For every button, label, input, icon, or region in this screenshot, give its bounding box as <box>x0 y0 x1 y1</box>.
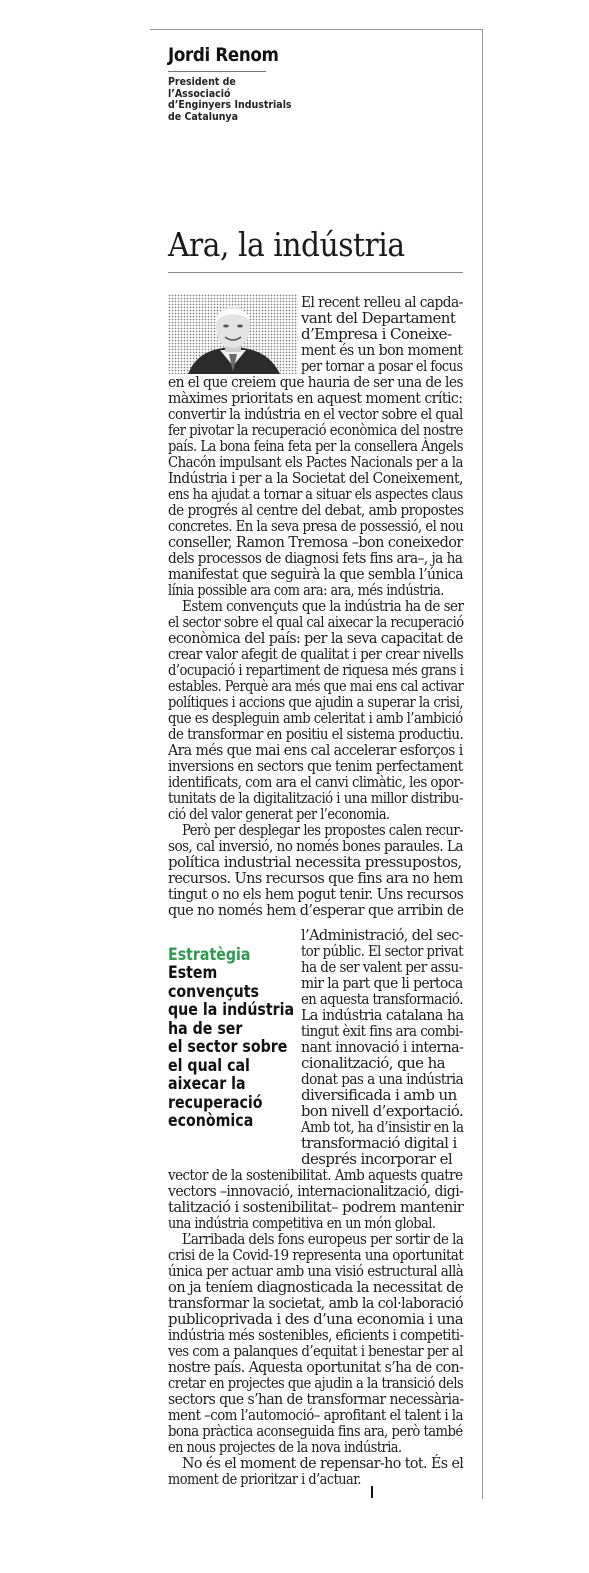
body-line: manifestat que seguirà la que sembla l’única <box>168 565 464 583</box>
body-line: després incorporar el <box>301 1150 453 1168</box>
body-line: tingut èxit fins ara combi- <box>301 1022 463 1040</box>
body-line: el sector sobre el qual cal aixecar la recuperació <box>168 613 464 631</box>
body-line: que es despleguin amb celeritat i amb l’ambició <box>168 709 463 727</box>
body-line: conseller, Ramon Tremosa –bon coneixedor <box>168 533 463 551</box>
portrait-image <box>168 294 298 374</box>
body-line: en nous projectes de la nova indústria. <box>168 1438 402 1456</box>
body-line: publicoprivada i des d’una economia i una <box>168 1310 463 1328</box>
body-line: inversions en sectors que tenim perfectament <box>168 757 463 775</box>
pull-quote-line: recuperació <box>168 1092 263 1112</box>
body-line: vector de la sostenibilitat. Amb aquests quatre <box>168 1166 463 1184</box>
body-line: tor públic. El sector privat <box>301 942 464 960</box>
body-line: mir la part que li pertoca <box>301 974 463 992</box>
pull-quote-line: el qual cal <box>168 1055 250 1075</box>
body-line: transformar la societat, amb la col·laboració <box>168 1294 464 1312</box>
body-line: bona pràctica aconseguida fins ara, però també <box>168 1422 463 1440</box>
body-line: diversificada i amb un <box>301 1086 457 1104</box>
body-line: per tornar a posar el focus <box>301 357 463 375</box>
portrait-photo <box>168 294 298 374</box>
body-line: ment –com l’automoció– aprofitant el talent i la <box>168 1406 463 1424</box>
body-line: ció del valor generat per l’economia. <box>168 805 390 823</box>
end-of-article-mark <box>371 1486 373 1498</box>
body-line: d’Empresa i Coneixe- <box>301 325 452 343</box>
pull-quote-line: econòmica <box>168 1111 254 1130</box>
body-line: l’Administració, del sec- <box>301 926 464 944</box>
body-line: El recent relleu al capda- <box>301 293 463 311</box>
body-line: cionalització, que ha <box>301 1054 445 1072</box>
body-line: de transformar en positiu el sistema productiu. <box>168 725 464 743</box>
body-line: estables. Perquè ara més que mai ens cal activar <box>168 677 464 695</box>
pull-quote <box>168 964 294 1131</box>
body-line: talització i sostenibilitat– podrem mantenir <box>168 1198 464 1216</box>
body-line: ves com a palanques d’equitat i benestar per al <box>168 1342 463 1360</box>
body-line: sectors que s’han de transformar necessària- <box>168 1390 464 1408</box>
body-line: indústria més sostenibles, eficients i competiti- <box>168 1326 464 1344</box>
body-line: cretar en projectes que ajudin a la transició dels <box>168 1374 464 1392</box>
body-line: No és el moment de repensar-ho tot. És el <box>182 1454 464 1472</box>
body-line: crisi de la Covid-19 representa una oportunitat <box>168 1246 464 1264</box>
body-line: màximes prioritats en aquest moment crític: <box>168 389 463 407</box>
body-line: política industrial necessita pressupostos, <box>168 853 462 871</box>
body-line: econòmica del país: per la seva capacitat de <box>168 629 463 647</box>
body-line: única per actuar amb una visió estructural allà <box>168 1262 464 1280</box>
body-line: país. La bona feina feta per la consellera Àngels <box>168 437 463 455</box>
pull-quote-label: Estratègia <box>168 945 251 964</box>
body-line: bon nivell d’exportació. <box>301 1102 464 1120</box>
body-line: Estem convençuts que la indústria ha de ser <box>182 597 464 615</box>
author-role <box>168 76 292 122</box>
body-line: convertir la indústria en el vector sobre el qual <box>168 405 463 423</box>
body-line: nostre país. Aquesta oportunitat s’ha de con- <box>168 1358 464 1376</box>
pull-quote-line: que la indústria <box>168 1000 295 1019</box>
pull-quote-line: aixecar la <box>168 1074 246 1093</box>
body-line: Chacón impulsant els Pactes Nacionals per a la <box>168 453 463 471</box>
author-role-line: de Catalunya <box>168 109 238 123</box>
body-line: en el que creiem que hauria de ser una de les <box>168 373 464 391</box>
body-line: dels processos de diagnosi fets fins ara–, ja ha <box>168 549 463 567</box>
body-line: ens ha ajudat a tornar a situar els aspectes claus <box>168 485 463 503</box>
body-line: vectors –innovació, internacionalització, digi- <box>168 1182 464 1200</box>
body-line: concretes. En la seva presa de possessió, el nou <box>168 517 464 535</box>
author-role-line: President de <box>168 75 236 88</box>
pull-quote-line: el sector sobre <box>168 1037 288 1056</box>
body-line: de progrés al centre del debat, amb propostes <box>168 501 464 519</box>
body-line: nant innovació i interna- <box>301 1038 464 1056</box>
body-line: en aquesta transformació. <box>301 990 463 1008</box>
body-line: línia possible ara com ara: ara, més indústria. <box>168 581 444 599</box>
body-line: crear valor afegit de qualitat i per crear nivells <box>168 645 464 663</box>
body-line: tingut o no els hem pogut tenir. Uns recursos <box>168 885 464 903</box>
body-line: polítiques i accions que ajudin a superar la crisi, <box>168 693 463 711</box>
body-line: ment és un bon moment <box>301 341 463 359</box>
column-rule <box>482 29 483 1499</box>
body-line: vant del Departament <box>301 309 456 327</box>
headline-divider <box>168 272 463 273</box>
body-line: d’ocupació i repartiment de riquesa més grans i <box>168 661 464 679</box>
body-line: Ara més que mai ens cal accelerar esforços i <box>168 741 463 759</box>
author-role-line: d’Enginyers Industrials <box>168 98 292 111</box>
author-divider <box>168 71 266 72</box>
body-line: recursos. Uns recursos que fins ara no hem <box>168 869 463 887</box>
body-line: una indústria competitiva en un món global. <box>168 1214 436 1232</box>
pull-quote-line: ha de ser <box>168 1018 243 1038</box>
pull-quote-line: convençuts <box>168 981 259 1001</box>
body-line: sos, cal inversió, no només bones paraules. La <box>168 837 463 855</box>
body-line: Indústria i per a la Societat del Coneixement, <box>168 469 463 487</box>
body-line: tunitats de la digitalització i una millor distribu- <box>168 789 463 807</box>
top-rule <box>150 29 482 30</box>
body-line: identificats, com ara el canvi climàtic, les opor- <box>168 773 464 791</box>
body-line: L’arribada dels fons europeus per sortir de la <box>182 1230 464 1248</box>
pull-quote-line: Estem <box>168 963 218 982</box>
body-line: Amb tot, ha d’insistir en la <box>301 1118 464 1136</box>
author-name: Jordi Renom <box>168 44 279 66</box>
body-line: Però per desplegar les propostes calen recur- <box>182 821 464 839</box>
body-line: La indústria catalana ha <box>301 1006 464 1024</box>
body-line: on ja teníem diagnosticada la necessitat de <box>168 1278 463 1296</box>
body-line: fer pivotar la recuperació econòmica del nostre <box>168 421 463 439</box>
body-line: que no només hem d’esperar que arribin de <box>168 901 464 919</box>
body-line: donat pas a una indústria <box>301 1070 464 1088</box>
article-headline: Ara, la indústria <box>168 225 405 264</box>
body-line: ha de ser valent per assu- <box>301 958 463 976</box>
author-role-line: l’Associació <box>168 86 231 100</box>
body-line: moment de prioritzar i d’actuar. <box>168 1470 362 1488</box>
body-line: transformació digital i <box>301 1134 457 1152</box>
